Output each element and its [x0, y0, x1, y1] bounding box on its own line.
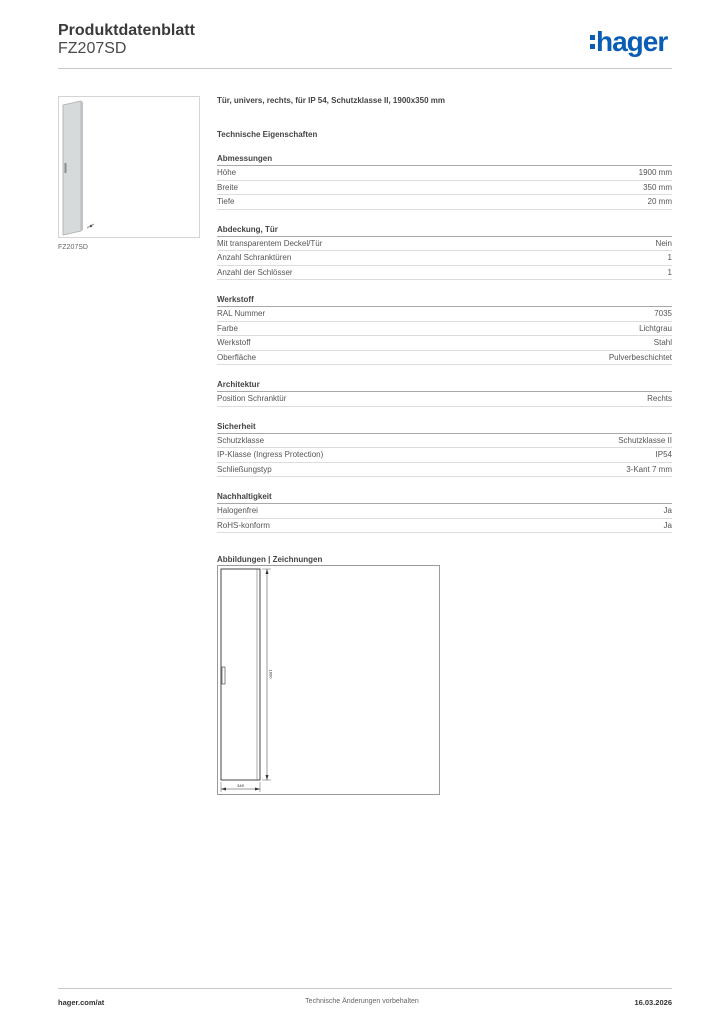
product-thumbnail	[58, 96, 200, 238]
spec-label: Tiefe	[217, 197, 235, 206]
spec-value: Schutzklasse II	[618, 435, 672, 445]
specs-title: Technische Eigenschaften	[217, 130, 318, 139]
spec-value: 20 mm	[647, 197, 672, 206]
footer-date: 16.03.2026	[634, 998, 672, 1007]
footer-disclaimer: Technische Änderungen vorbehalten	[305, 998, 419, 1005]
spec-row	[217, 463, 672, 478]
spec-value: Stahl	[653, 338, 672, 347]
spec-group-title: Abmessungen	[217, 153, 672, 166]
spec-label: Schließungstyp	[217, 464, 272, 474]
spec-row	[217, 237, 672, 252]
spec-group-title: Abdeckung, Tür	[217, 224, 672, 237]
technical-drawing	[217, 565, 440, 795]
spec-row	[217, 307, 672, 322]
spec-group-title: Nachhaltigkeit	[217, 491, 672, 504]
product-description: Tür, univers, rechts, für IP 54, Schutzklasse II, 1900x350 mm	[217, 96, 445, 105]
spec-group	[217, 153, 672, 210]
spec-label: Breite	[217, 182, 238, 192]
header-divider	[58, 68, 672, 69]
spec-row	[217, 266, 672, 281]
spec-row	[217, 322, 672, 337]
spec-group	[217, 421, 672, 478]
spec-label: Anzahl der Schlösser	[217, 267, 293, 277]
spec-label: Werkstoff	[217, 338, 251, 347]
spec-label: Halogenfrei	[217, 506, 258, 515]
spec-value: Pulverbeschichtet	[608, 352, 672, 362]
spec-value: 1	[667, 253, 672, 262]
spec-row	[217, 434, 672, 449]
spec-group	[217, 491, 672, 533]
width-dimension-label: 349	[237, 783, 244, 788]
spec-label: IP-Klasse (Ingress Protection)	[217, 450, 324, 459]
spec-label: Schutzklasse	[217, 435, 265, 445]
spec-value: Rechts	[647, 394, 672, 403]
logo-text: hager	[596, 26, 668, 57]
spec-label: RAL Nummer	[217, 309, 266, 318]
spec-row	[217, 251, 672, 266]
spec-value: 350 mm	[643, 182, 672, 192]
spec-label: Mit transparentem Deckel/Tür	[217, 238, 323, 248]
spec-group-title: Werkstoff	[217, 294, 672, 307]
height-dimension-label: 1900	[268, 669, 274, 679]
product-code: FZ207SD	[58, 40, 127, 57]
spec-content	[217, 96, 672, 564]
figures-title: Abbildungen | Zeichnungen	[217, 555, 323, 564]
spec-value: 1	[667, 267, 672, 277]
spec-group-title: Architektur	[217, 379, 672, 392]
spec-row	[217, 166, 672, 181]
spec-row	[217, 351, 672, 366]
spec-value: 1900 mm	[638, 168, 672, 177]
spec-label: Anzahl Schranktüren	[217, 253, 292, 262]
spec-row	[217, 181, 672, 196]
spec-row	[217, 448, 672, 463]
spec-label: Farbe	[217, 323, 238, 333]
spec-label: Höhe	[217, 168, 237, 177]
hager-logo	[590, 26, 667, 58]
footer-divider	[58, 988, 672, 989]
spec-group-title: Sicherheit	[217, 421, 672, 434]
spec-value: Ja	[663, 520, 672, 530]
door-thumbnail-icon	[59, 97, 199, 237]
spec-value: IP54	[655, 450, 672, 459]
spec-row	[217, 519, 672, 534]
thumbnail-caption: FZ207SD	[58, 244, 88, 251]
spec-groups	[217, 153, 672, 533]
spec-label: Position Schranktür	[217, 394, 287, 403]
spec-group	[217, 379, 672, 407]
spec-group	[217, 224, 672, 281]
spec-value: Nein	[655, 238, 672, 248]
spec-label: RoHS-konform	[217, 520, 270, 530]
spec-value: 3-Kant 7 mm	[626, 464, 672, 474]
spec-value: Lichtgrau	[639, 323, 672, 333]
footer-website-link[interactable]: hager.com/at	[58, 998, 105, 1007]
spec-group	[217, 294, 672, 365]
page-title: Produktdatenblatt	[58, 22, 195, 39]
spec-value: 7035	[654, 309, 672, 318]
spec-row	[217, 504, 672, 519]
spec-value: Ja	[663, 506, 672, 515]
spec-row	[217, 336, 672, 351]
spec-label: Oberfläche	[217, 352, 257, 362]
spec-row	[217, 392, 672, 407]
door-drawing-icon	[218, 566, 439, 794]
spec-row	[217, 195, 672, 210]
